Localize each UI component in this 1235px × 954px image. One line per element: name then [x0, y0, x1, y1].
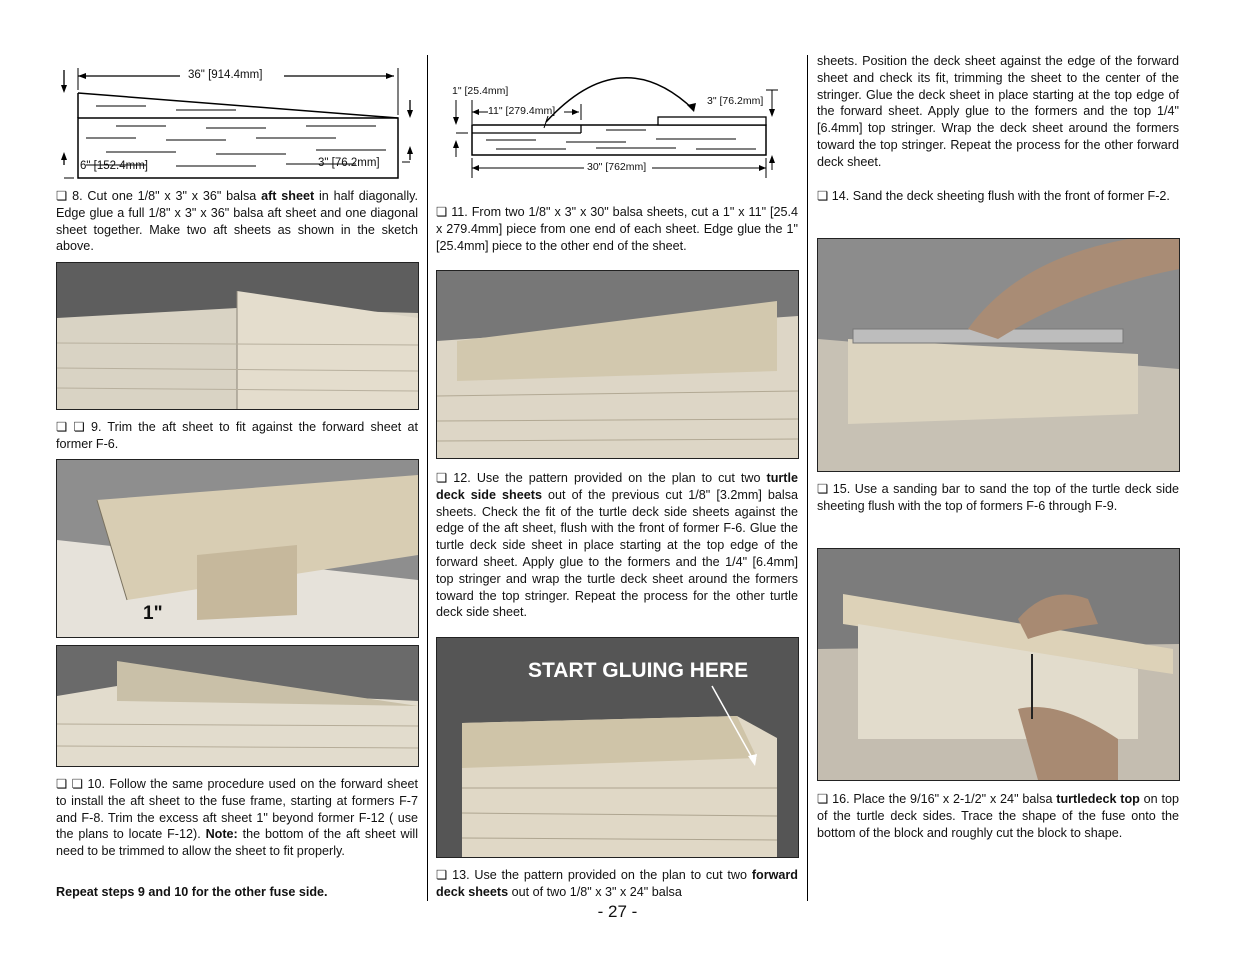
deck-top-left-label: 1" [25.4mm] [452, 85, 509, 97]
deck-length-label: 30" [762mm] [587, 161, 647, 173]
photo-aft-sheet-trim [56, 459, 419, 638]
page-number: - 27 - [597, 902, 638, 921]
step-11-text: ❏ 11. From two 1/8" x 3" x 30" balsa sheets, cut a 1" x 11" [25.4 x 279.4mm] piece from one end of each sheet. Edge glue the 1" [25.4mm] piece to the other end of the sheet. [436, 205, 798, 253]
step-13-text: ❏ 13. Use the pattern provided on the plan to cut two forward deck sheets out of two 1/8" x 3" x 24" balsa [436, 868, 798, 899]
step-12-text: ❏ 12. Use the pattern provided on the plan to cut two turtle deck side sheets out of the previous cut 1/8" [3.2mm] balsa sheets. Check the fit of the turtle deck side sheets against the edge of the aft sheet, flush with the front of former F-6. Glue the turtle deck side sheet in place starting at the top edge of the forward sheet. Apply glue to the formers and the 1/4" [6.4mm] top stringer and wrap the turtle deck sheet around the formers toward the top stringer. Repeat the process for the other turtle deck side sheet. [436, 471, 798, 620]
step-16-text: ❏ 16. Place the 9/16" x 2-1/2" x 24" balsa turtledeck top on top of the turtle deck sides. Trace the shape of the fuse onto the bottom of the block and roughly cut the block to shape. [817, 792, 1179, 840]
one-inch-label: 1" [143, 603, 163, 624]
photo-turtledeck-top [817, 548, 1180, 781]
photo-start-gluing [436, 637, 799, 858]
column-divider-1 [427, 55, 428, 901]
column-divider-2 [807, 55, 808, 901]
step-15-text: ❏ 15. Use a sanding bar to sand the top of the turtle deck side sheeting flush with the top of formers F-6 through F-9. [817, 482, 1179, 513]
aft-sheet-length-label: 36" [914.4mm] [188, 69, 263, 81]
step-8-text: ❏ 8. Cut one 1/8" x 3" x 36" balsa aft sheet in half diagonally. Edge glue a full 1/8" x 3" x 36" balsa aft sheet and one diagonal sheet together. Make two aft sheets as shown in the sketch above. [56, 189, 419, 254]
step-14-text: ❏ 14. Sand the deck sheeting flush with the front of former F-2. [817, 189, 1170, 203]
aft-sheet-left-label: 6" [152.4mm] [80, 160, 149, 172]
start-gluing-label: START GLUING HERE [528, 659, 749, 682]
aft-sheet-diagram [56, 60, 418, 180]
step-13-continued-text: sheets. Position the deck sheet against the edge of the forward sheet and check its fit, trimming the sheet to the center of the stringer. Glue the deck sheet in place starting at the top edge of the forward sheet. Apply glue to the formers and the top 1/4" [6.4mm] top stringer. Wrap the deck sheet around the formers toward the top stringer. Repeat the process for the other forward deck sheet. [817, 54, 1179, 169]
photo-sanding-deck [817, 238, 1180, 472]
repeat-note: Repeat steps 9 and 10 for the other fuse side. [56, 885, 328, 899]
deck-right-label: 3" [76.2mm] [707, 95, 764, 107]
step-9-text: ❏ ❏ 9. Trim the aft sheet to fit against the forward sheet at former F-6. [56, 420, 418, 451]
photo-aft-sheet-installed [56, 262, 419, 410]
photo-aft-sheet-fuse [56, 645, 419, 767]
deck-sheet-diagram [436, 60, 798, 190]
step-10-text: ❏ ❏ 10. Follow the same procedure used on the forward sheet to install the aft sheet to the fuse frame, starting at formers F-7 and F-8. Trim the excess aft sheet 1" beyond former F-12 ( use the plans to locate F-12). Note: the bottom of the aft sheet will need to be trimmed to allow the sheet to fit properly. [56, 777, 419, 859]
photo-turtle-deck-side [436, 270, 799, 459]
deck-piece-label: 11" [279.4mm] [488, 105, 556, 117]
aft-sheet-right-label: 3" [76.2mm] [318, 157, 380, 169]
